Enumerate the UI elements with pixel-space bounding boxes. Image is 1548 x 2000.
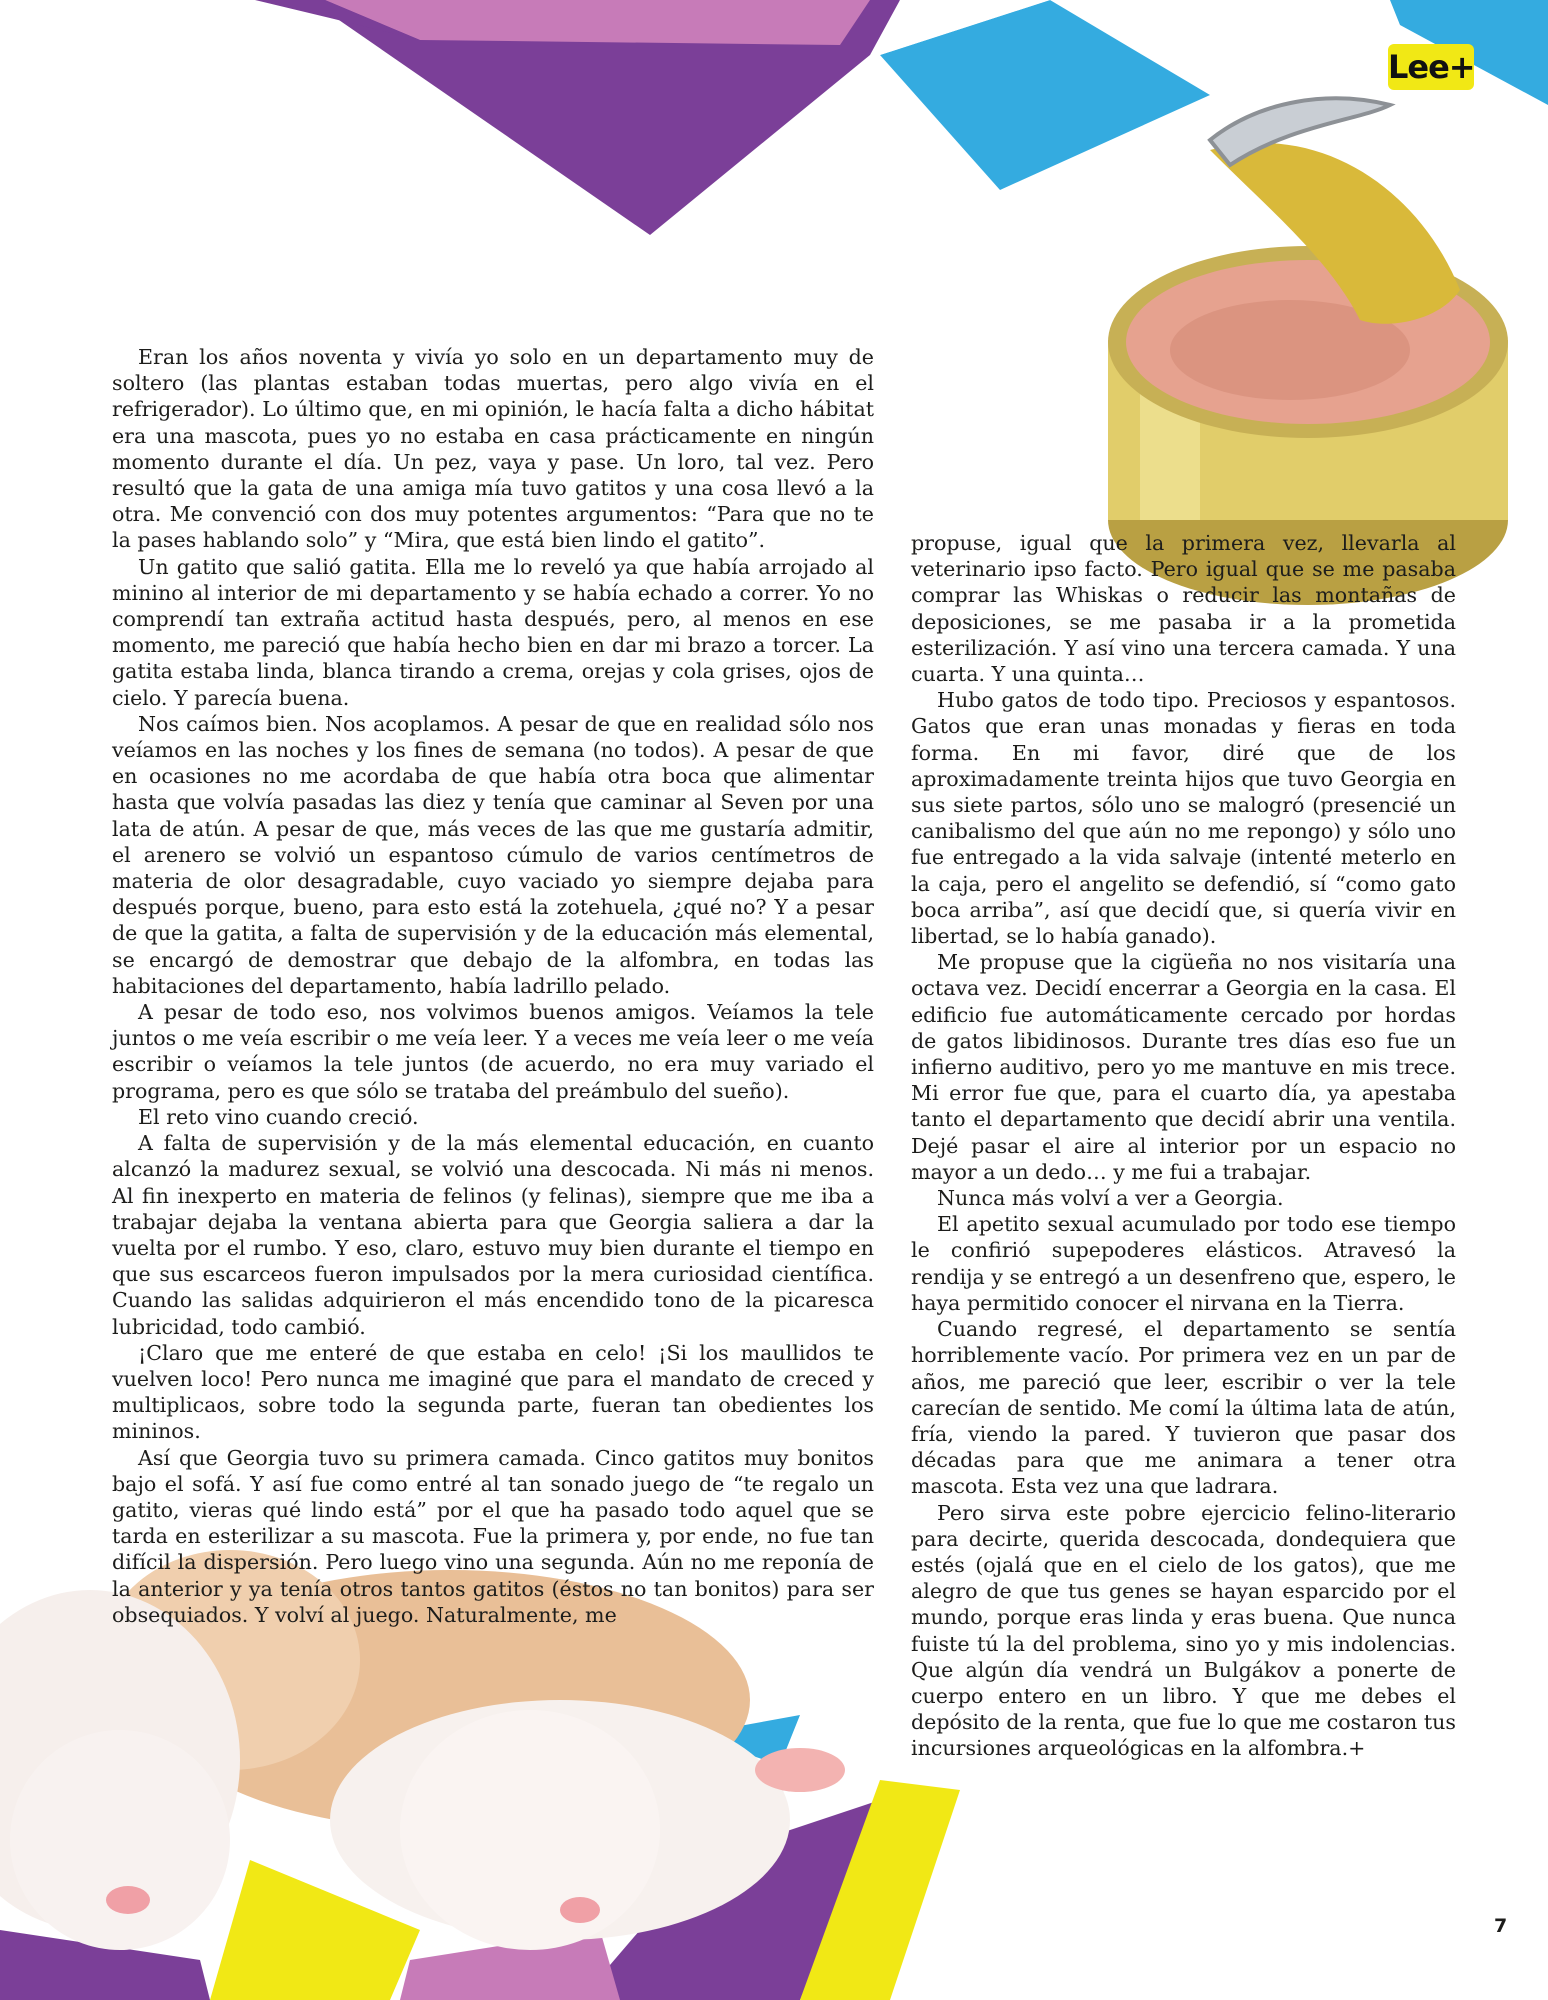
kitten-white-right-head bbox=[400, 1710, 660, 1950]
kitten-white-left-head bbox=[10, 1730, 230, 1950]
paragraph: propuse, igual que la primera vez, llevarla al veterinario ipso facto. Pero igual que se me pasaba comprar las Whiskas o reducir las montañas de deposiciones, se me pasaba ir a la prometida esterilización. Y así vino una tercera camada. Y una cuarta. Y una quinta… bbox=[911, 531, 1456, 687]
paragraph: Nunca más volví a ver a Georgia. bbox=[937, 1186, 1284, 1211]
paragraph: Hubo gatos de todo tipo. Preciosos y espantosos. Gatos que eran unas monadas y fieras en toda forma. En mi favor, diré que de los aproximadamente treinta hijos que tuvo Georgia en sus siete partos, sólo uno se malogró (presencié un canibalismo del que aún no me repongo) y sólo uno fue entregado a la vida salvaje (intenté meterlo en la caja, pero el angelito se defendió, sí “como gato boca arriba”, así que decidí que, si quería vivir en libertad, se lo había ganado). bbox=[911, 688, 1456, 949]
paragraph: Nos caímos bien. Nos acoplamos. A pesar de que en realidad sólo nos veíamos en las noches y los fines de semana (no todos). A pesar de que en ocasiones no me acordaba de que había otra boca que alimentar hasta que volvía pasadas las diez y tenía que caminar al Seven por una lata de atún. A pesar de que, más veces de las que me gustaría admitir, el arenero se volvió un espantoso cúmulo de varios centímetros de materia de olor desagradable, cuyo vaciado yo siempre dejaba para después porque, bueno, para esto está la zotehuela, ¿qué no? Y a pesar de que la gatita, a falta de supervisión y de la educación más elemental, se encargó de demostrar que debajo de la alfombra, en todas las habitaciones del departamento, había ladrillo pelado. bbox=[112, 711, 874, 998]
kitten-nose-right bbox=[560, 1897, 600, 1923]
paragraph: Así que Georgia tuvo su primera camada. Cinco gatitos muy bonitos bajo el sofá. Y así fue como entré al tan sonado juego de “te regalo un gatito, vieras qué lindo está” por el que ha pasado todo aquel que se tarda en esterilizar a su mascota. Fue la primera y, por ende, no fue tan difícil la dispersión. Pero luego vino una segunda. Aún no me reponía de la anterior y ya tenía otros tantos gatitos (éstos no tan bonitos) para ser obsequiados. Y volví al juego. Naturalmente, me bbox=[112, 1445, 874, 1627]
page-number: 7 bbox=[1494, 1915, 1508, 1937]
paragraph: A pesar de todo eso, nos volvimos buenos amigos. Veíamos la tele juntos o me veía escribir o me veía leer. Y a veces me veía leer o me veía escribir o veíamos la tele juntos (de acuerdo, no era muy variado el programa, pero es que sólo se trataba del preámbulo del sueño). bbox=[112, 1000, 874, 1103]
paragraph: A falta de supervisión y de la más elemental educación, en cuanto alcanzó la madurez sexual, se volvió una descocada. Ni más ni menos. Al fin inexperto en materia de felinos (y felinas), siempre que me iba a trabajar dejaba la ventana abierta para que Georgia saliera a dar la vuelta por el rumbo. Y eso, claro, estuvo muy bien durante el tiempo en que sus escarceos fueron impulsados por la mera curiosidad científica. Cuando las salidas adquirieron el más encendido tono de la picaresca lubricidad, todo cambió. bbox=[112, 1131, 874, 1339]
paragraph: Me propuse que la cigüeña no nos visitaría una octava vez. Decidí encerrar a Georgia en la casa. El edificio fue automáticamente cercado por hordas de gatos libidinosos. Durante tres días eso fue un infierno auditivo, pero yo me mantuve en mis trece. Mi error fue que, para el cuarto día, ya apestaba tanto el departamento que decidí abrir una ventila. Dejé pasar el aire al interior por un espacio no mayor a un dedo… y me fui a trabajar. bbox=[911, 950, 1456, 1184]
paragraph: Eran los años noventa y vivía yo solo en un departamento muy de soltero (las plantas estaban todas muertas, pero algo vivía en el refrigerador). Lo último que, en mi opinión, le hacía falta a dicho hábitat era una mascota, pues yo no estaba en casa prácticamente en ningún momento durante el día. Un pez, vaya y pase. Un loro, tal vez. Pero resultó que la gata de una amiga mía tuvo gatitos y una cosa llevó a la otra. Me convenció con dos muy potentes argumentos: “Para que no te la pases hablando solo” y “Mira, que está bien lindo el gatito”. bbox=[112, 345, 874, 553]
paragraph: Cuando regresé, el departamento se sentía horriblemente vacío. Por primera vez en un par de años, me pareció que leer, escribir o ver la tele carecían de sentido. Me comí la última lata de atún, fría, viendo la pared. Y tuvieron que pasar dos décadas para que me animara a tener otra mascota. Esta vez una que ladrara. bbox=[911, 1317, 1456, 1499]
lee-plus-badge: Lee+ bbox=[1388, 44, 1474, 90]
article-column-left bbox=[112, 344, 874, 1628]
paragraph: El apetito sexual acumulado por todo ese tiempo le confirió supepoderes elásticos. Atravesó la rendija y se entregó a un desenfreno que, espero, le haya permitido conocer el nirvana en la Tierra. bbox=[911, 1212, 1456, 1315]
paragraph: Pero sirva este pobre ejercicio felino-literario para decirte, querida descocada, dondequiera que estés (ojalá que en el cielo de los gatos), que me alegro de que tus genes se hayan esparcido por el mundo, porque eras linda y eras buena. Que nunca fuiste tú la del problema, sino yo y mis indolencias. Que algún día vendrá un Bulgákov a ponerte de cuerpo entero en un libro. Y que me debes el depósito de la renta, que fue lo que me costaron tus incursiones arqueológicas en la alfombra.+ bbox=[911, 1500, 1456, 1761]
paragraph: ¡Claro que me enteré de que estaba en celo! ¡Si los maullidos te vuelven loco! Pero nunca me imaginé que para el mandato de creced y multiplicaos, sobre todo la segunda parte, fueran tan obedientes los mininos. bbox=[112, 1340, 874, 1444]
article-column-right bbox=[911, 530, 1456, 1762]
paragraph: El reto vino cuando creció. bbox=[138, 1104, 419, 1129]
kitten-nose-left bbox=[106, 1886, 150, 1914]
kitten-paw bbox=[755, 1748, 845, 1792]
paragraph: Un gatito que salió gatita. Ella me lo reveló ya que había arrojado al minino al interior de mi departamento y se había echado a correr. Yo no comprendí tan extraña actitud hasta después, pero, al menos en ese momento, me pareció que había hecho bien en dar mi brazo a torcer. La gatita estaba linda, blanca tirando a crema, orejas y cola grises, ojos de cielo. Y parecía buena. bbox=[112, 554, 874, 710]
